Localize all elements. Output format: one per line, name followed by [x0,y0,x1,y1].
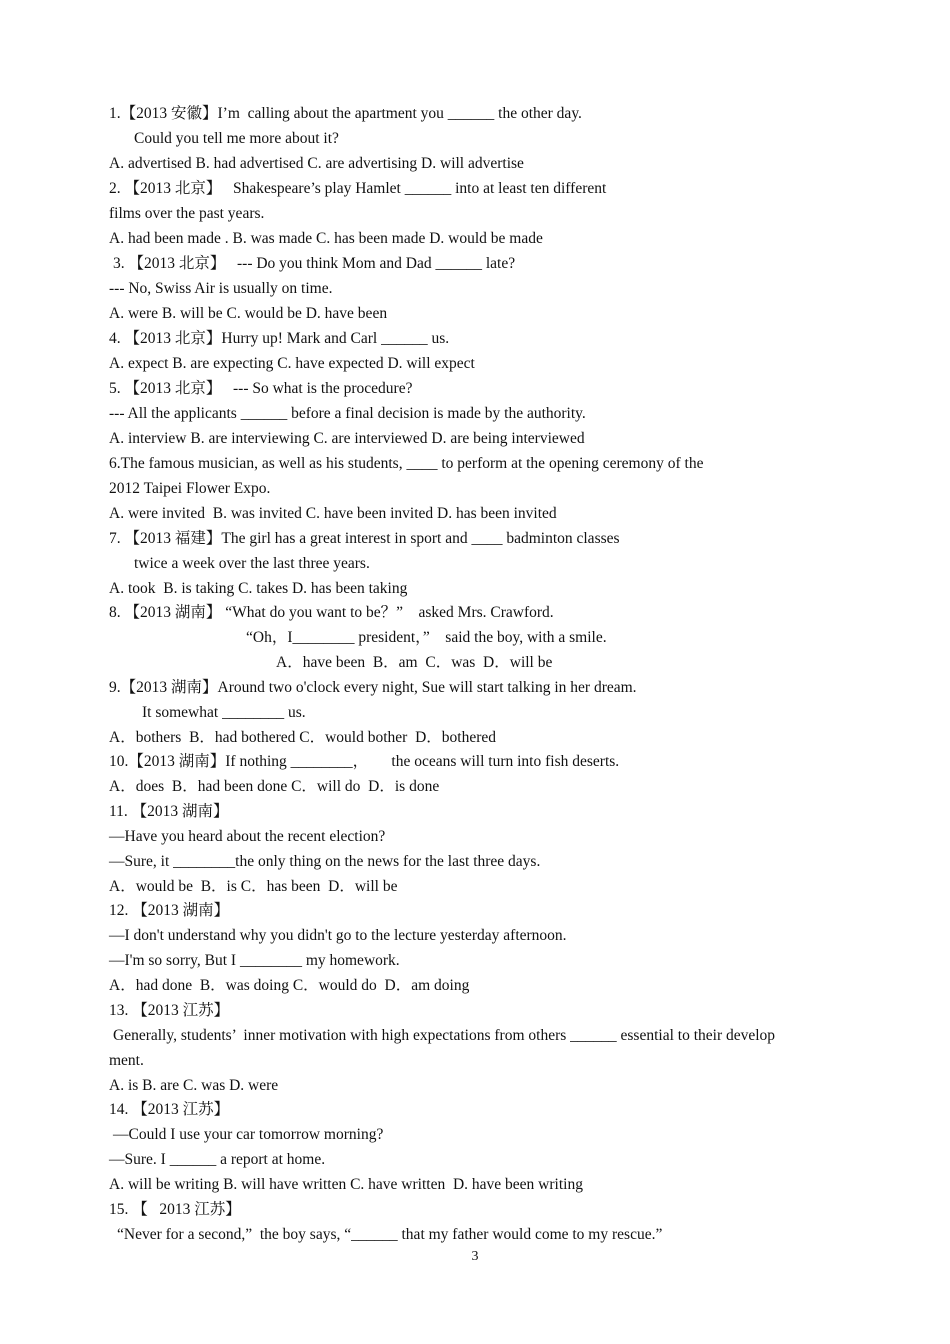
q2-line-2: films over the past years. [109,205,265,222]
q11-heading: 11. 【2013 湖南】 [109,803,229,820]
q12-heading: 12. 【2013 湖南】 [109,902,230,919]
q5-options: A. interview B. are interviewing C. are interviewed D. are being interviewed [109,430,585,447]
q10-options: A．does B．had been done C．will do D．is done [109,778,440,795]
q15-heading: 15. 【 2013 江苏】 [109,1201,241,1218]
q4-line-1: 4. 【2013 北京】Hurry up! Mark and Carl ______ us. [109,330,450,347]
q12-options: A．had done B．was doing C．would do D．am doing [109,977,470,994]
q7-options: A. took B. is taking C. takes D. has been taking [109,580,408,597]
q9-options: A．bothers B．had bothered C．would bother D．bothered [109,729,497,746]
q2-options: A. had been made . B. was made C. has been made D. would be made [109,230,543,247]
page-number: 3 [471,1249,479,1264]
q12-line-1: —I don't understand why you didn't go to the lecture yesterday afternoon. [109,927,567,944]
q6-options: A. were invited B. was invited C. have been invited D. has been invited [109,505,557,522]
q4-options: A. expect B. are expecting C. have expected D. will expect [109,355,475,372]
q6-line-2: 2012 Taipei Flower Expo. [109,480,271,497]
q3-options: A. were B. will be C. would be D. have been [109,305,388,322]
q13-options: A. is B. are C. was D. were [109,1077,279,1094]
q7-line-1: 7. 【2013 福建】The girl has a great interest in sport and ____ badminton classes [109,530,620,547]
q1-options: A. advertised B. had advertised C. are advertising D. will advertise [109,155,524,172]
q9-line-1: 9.【2013 湖南】Around two o'clock every night, Sue will start talking in her dream. [109,679,637,696]
q13-heading: 13. 【2013 江苏】 [109,1002,230,1019]
q8-line-2: “Oh，I________ president，” said the boy, with a smile. [246,629,607,646]
q14-line-2: —Sure. I ______ a report at home. [109,1151,326,1168]
q10-line-1: 10.【2013 湖南】If nothing ________， the oceans will turn into fish deserts. [109,753,620,770]
q9-line-2: It somewhat ________ us. [142,704,306,721]
q15-line-1: “Never for a second,” the boy says, “______ that my father would come to my rescue.” [117,1226,663,1243]
q8-options: A．have been B．am C．was D．will be [276,654,553,671]
q11-line-1: —Have you heard about the recent election? [109,828,386,845]
q14-line-1: —Could I use your car tomorrow morning? [113,1126,384,1143]
q11-options: A．would be B．is C．has been D．will be [109,878,398,895]
q14-options: A. will be writing B. will have written C. have written D. have been writing [109,1176,583,1193]
q5-line-1: 5. 【2013 北京】 --- So what is the procedure? [109,380,413,397]
q7-line-2: twice a week over the last three years. [134,555,370,572]
q14-heading: 14. 【2013 江苏】 [109,1101,230,1118]
q3-line-1: 3. 【2013 北京】 --- Do you think Mom and Dad ______ late? [113,255,516,272]
q5-line-2: --- All the applicants ______ before a final decision is made by the authority. [109,405,586,422]
q3-line-2: --- No, Swiss Air is usually on time. [109,280,333,297]
q8-line-1: 8. 【2013 湖南】 “What do you want to be？” asked Mrs. Crawford. [109,604,554,621]
q12-line-2: —I'm so sorry, But I ________ my homework. [109,952,400,969]
q13-line-1: Generally, students’ inner motivation with high expectations from others ______ essential to their develop [113,1027,776,1044]
q2-line-1: 2. 【2013 北京】 Shakespeare’s play Hamlet ______ into at least ten different [109,180,607,197]
q13-line-2: ment. [109,1052,144,1069]
q11-line-2: —Sure, it ________the only thing on the news for the last three days. [109,853,541,870]
q1-line-2: Could you tell me more about it? [134,130,339,147]
q1-line-1: 1.【2013 安徽】I’m calling about the apartment you ______ the other day. [109,105,582,122]
q6-line-1: 6.The famous musician, as well as his students, ____ to perform at the opening ceremony of the [109,455,704,472]
